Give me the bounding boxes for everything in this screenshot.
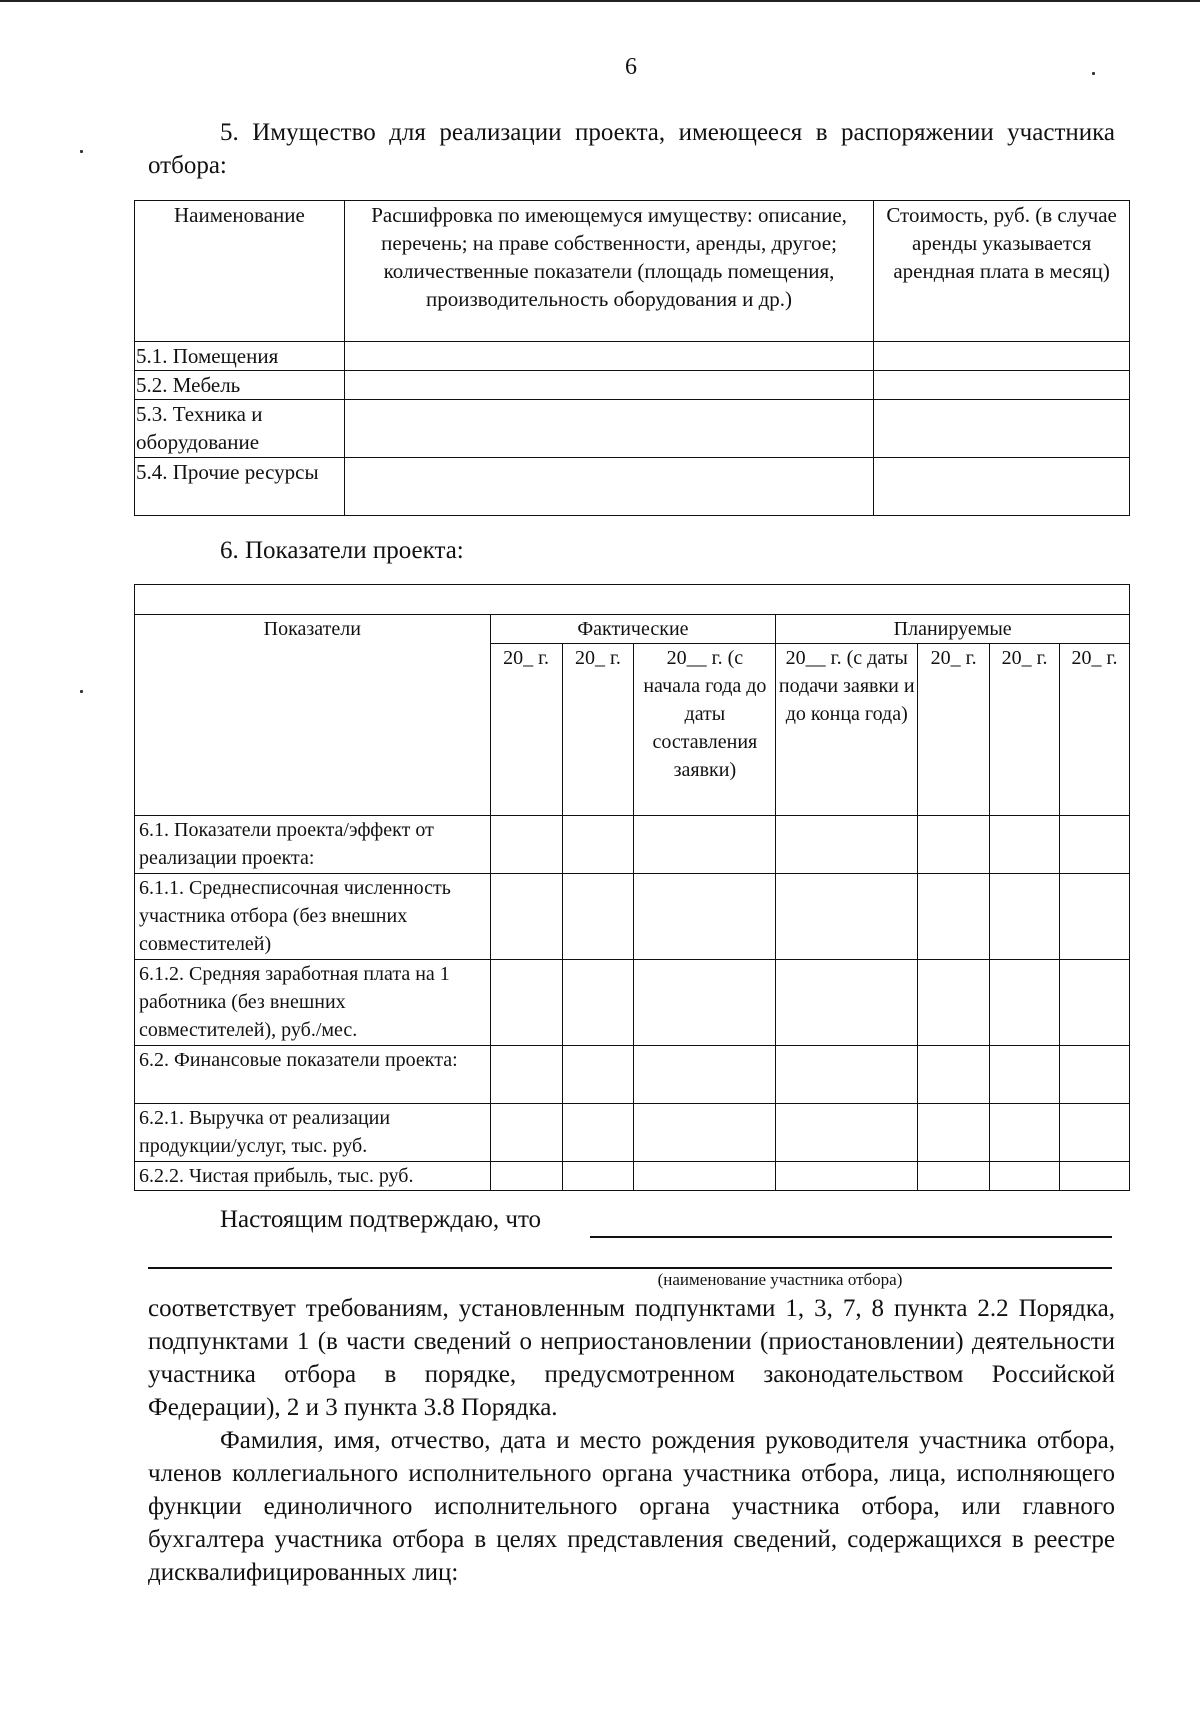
- row-average-salary: 6.1.2. Средняя заработная плата на 1 работника (без внешних совместителей), руб./мес.: [135, 960, 491, 1046]
- empty-cell: [918, 1104, 990, 1162]
- empty-cell: [634, 874, 776, 960]
- empty-cell: [990, 1162, 1060, 1191]
- empty-cell: [634, 960, 776, 1046]
- header-year-6: 20_ г.: [990, 644, 1060, 816]
- empty-cell: [1060, 1162, 1130, 1191]
- empty-cell: [562, 874, 634, 960]
- header-actual: Фактические: [490, 615, 776, 644]
- table-top-blank-row: [135, 585, 1130, 615]
- empty-cell: [562, 960, 634, 1046]
- empty-cell: [562, 1046, 634, 1104]
- row-premises: 5.1. Помещения: [135, 342, 345, 371]
- participant-name-line-2: [148, 1267, 1112, 1269]
- header-year-3: 20__ г. (с начала года до даты составления заявки): [634, 644, 776, 816]
- page-number: 6: [625, 54, 637, 80]
- participant-name-caption: (наименование участника отбора): [657, 1270, 903, 1289]
- header-indicators: Показатели: [135, 615, 491, 816]
- empty-cell: [634, 1104, 776, 1162]
- empty-cell: [344, 400, 873, 458]
- header-year-4: 20__ г. (с даты подачи заявки и до конца года): [776, 644, 918, 816]
- empty-cell: [490, 1046, 562, 1104]
- scan-speck: [80, 690, 83, 693]
- header-planned: Планируемые: [776, 615, 1130, 644]
- empty-cell: [918, 960, 990, 1046]
- empty-cell: [918, 874, 990, 960]
- property-table: [134, 200, 1130, 516]
- empty-cell: [776, 874, 918, 960]
- empty-cell: [776, 960, 918, 1046]
- empty-cell: [990, 1046, 1060, 1104]
- empty-cell: [918, 1046, 990, 1104]
- empty-cell: [990, 1104, 1060, 1162]
- empty-cell: [344, 371, 873, 400]
- disqualified-persons-paragraph: Фамилия, имя, отчество, дата и место рождения руководителя участника отбора, членов коллегиального исполнительного органа участника отбора, лица, исполняющего функции единоличного исполнительного органа участника отбора, или главного бухгалтера участника отбора в целях представления сведений, содержащихся в реестре дисквалифицированных лиц:: [148, 1427, 1115, 1586]
- scan-speck: [1092, 72, 1095, 75]
- participant-name-line: [590, 1236, 1112, 1238]
- row-net-profit: 6.2.2. Чистая прибыль, тыс. руб.: [135, 1162, 491, 1191]
- empty-cell: [634, 1162, 776, 1191]
- empty-cell: [490, 960, 562, 1046]
- header-year-5: 20_ г.: [918, 644, 990, 816]
- empty-cell: [1060, 816, 1130, 874]
- scan-top-border: [0, 0, 1200, 2]
- row-revenue: 6.2.1. Выручка от реализации продукции/услуг, тыс. руб.: [135, 1104, 491, 1162]
- header-year-7: 20_ г.: [1060, 644, 1130, 816]
- section-5-heading: 5. Имущество для реализации проекта, имеющееся в распоряжении участника отбора:: [148, 119, 1115, 179]
- empty-cell: [562, 1162, 634, 1191]
- empty-cell: [874, 400, 1130, 458]
- row-financial-indicators: 6.2. Финансовые показатели проекта:: [135, 1046, 491, 1104]
- empty-cell: [776, 1046, 918, 1104]
- empty-cell: [1060, 1046, 1130, 1104]
- confirmation-lead: Настоящим подтверждаю, что: [220, 1206, 542, 1233]
- empty-cell: [634, 1046, 776, 1104]
- row-equipment: 5.3. Техника и оборудование: [135, 400, 345, 458]
- indicators-table: [134, 584, 1130, 1191]
- header-name: Наименование: [135, 201, 345, 342]
- header-year-2: 20_ г.: [562, 644, 634, 816]
- row-furniture: 5.2. Мебель: [135, 371, 345, 400]
- empty-cell: [874, 458, 1130, 516]
- empty-cell: [490, 1104, 562, 1162]
- empty-cell: [562, 816, 634, 874]
- empty-cell: [1060, 1104, 1130, 1162]
- header-cost: Стоимость, руб. (в случае аренды указывается арендная плата в месяц): [874, 201, 1130, 342]
- empty-cell: [874, 371, 1130, 400]
- empty-cell: [990, 874, 1060, 960]
- row-project-indicators: 6.1. Показатели проекта/эффект от реализации проекта:: [135, 816, 491, 874]
- empty-cell: [490, 1162, 562, 1191]
- empty-cell: [990, 960, 1060, 1046]
- empty-cell: [776, 1104, 918, 1162]
- empty-cell: [344, 458, 873, 516]
- empty-cell: [918, 816, 990, 874]
- empty-cell: [874, 342, 1130, 371]
- header-year-1: 20_ г.: [490, 644, 562, 816]
- empty-cell: [562, 1104, 634, 1162]
- empty-cell: [490, 816, 562, 874]
- empty-cell: [344, 342, 873, 371]
- empty-cell: [776, 1162, 918, 1191]
- empty-cell: [776, 816, 918, 874]
- compliance-paragraph: соответствует требованиям, установленным подпунктами 1, 3, 7, 8 пункта 2.2 Порядка, подпунктами 1 (в части сведений о неприостановлении (приостановлении) деятельности участника отбора в порядке, предусмотренном законодательством Российской Федерации), 2 и 3 пункта 3.8 Порядка.: [148, 1295, 1115, 1421]
- section-6-heading: 6. Показатели проекта:: [220, 537, 464, 564]
- scan-speck: [80, 150, 83, 153]
- empty-cell: [634, 816, 776, 874]
- empty-cell: [990, 816, 1060, 874]
- empty-cell: [918, 1162, 990, 1191]
- empty-cell: [1060, 960, 1130, 1046]
- empty-cell: [490, 874, 562, 960]
- row-other-resources: 5.4. Прочие ресурсы: [135, 458, 345, 516]
- row-headcount: 6.1.1. Среднесписочная численность участника отбора (без внешних совместителей): [135, 874, 491, 960]
- header-description: Расшифровка по имеющемуся имуществу: описание, перечень; на праве собственности, аренды, другое; количественные показатели (площадь помещения, производительность оборудования и др.): [344, 201, 873, 342]
- empty-cell: [1060, 874, 1130, 960]
